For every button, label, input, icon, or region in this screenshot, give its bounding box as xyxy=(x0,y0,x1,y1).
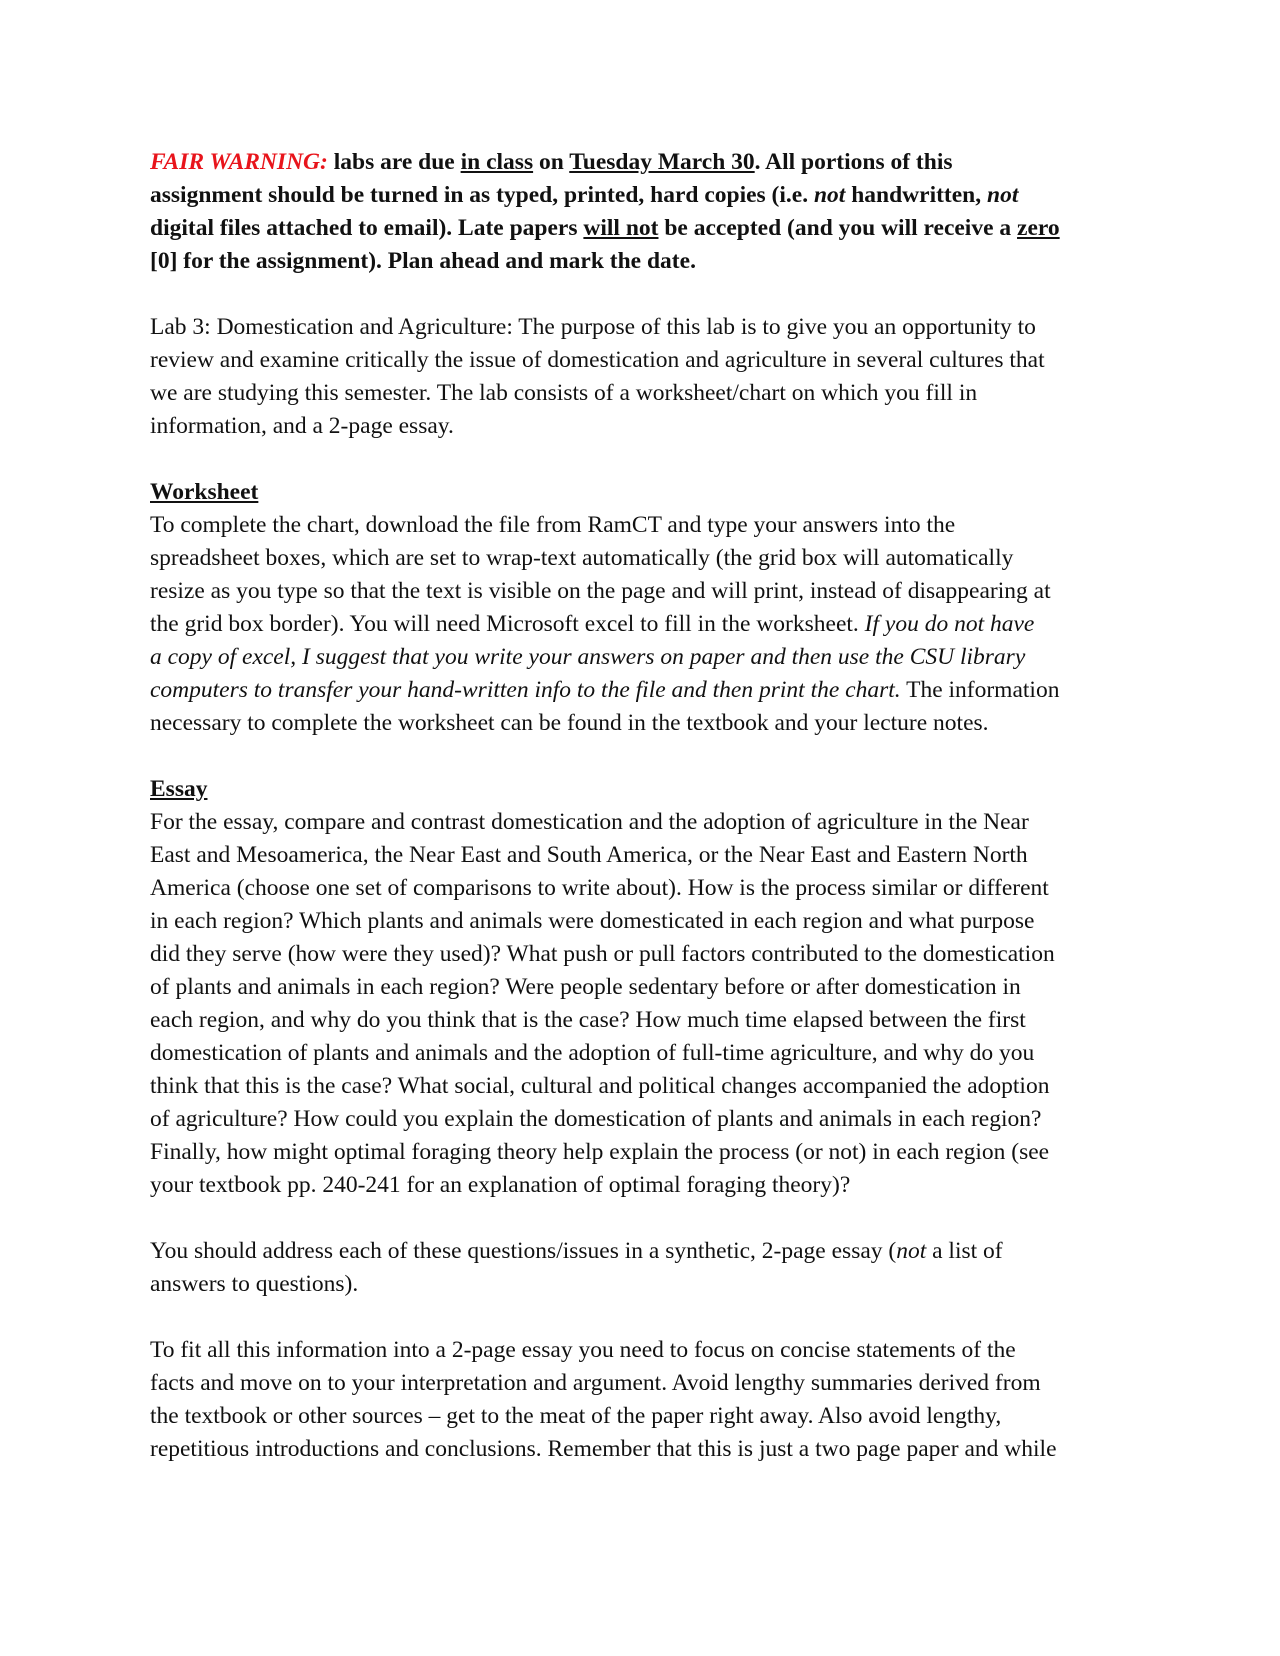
essay-fit-line: To fit all this information into a 2-page essay you need to focus on concise statements of the xyxy=(150,1337,1016,1363)
essay-text: a list of xyxy=(926,1238,1003,1264)
essay-line: America (choose one set of comparisons to write about). How is the process similar or different xyxy=(150,875,1049,901)
essay-line: of agriculture? How could you explain the domestication of plants and animals in each region? xyxy=(150,1106,1042,1132)
essay-line: East and Mesoamerica, the Near East and South America, or the Near East and Eastern North xyxy=(150,842,1028,868)
warning-text: on xyxy=(533,149,570,175)
essay-line: in each region? Which plants and animals were domesticated in each region and what purpose xyxy=(150,908,1035,934)
essay-fit-line: the textbook or other sources – get to the meat of the paper right away. Also avoid lengthy, xyxy=(150,1403,1002,1429)
essay-line: did they serve (how were they used)? What push or pull factors contributed to the domestication xyxy=(150,941,1055,967)
warning-due-date: Tuesday March 30 xyxy=(569,149,755,175)
essay-line: your textbook pp. 240-241 for an explanation of optimal foraging theory)? xyxy=(150,1172,851,1198)
warning-text: labs are due xyxy=(327,149,461,175)
worksheet-line: necessary to complete the worksheet can be found in the textbook and your lecture notes. xyxy=(150,710,989,736)
essay-line: of plants and animals in each region? Were people sedentary before or after domestication in xyxy=(150,974,1021,1000)
worksheet-heading: Worksheet xyxy=(150,479,259,505)
warning-will-not: will not xyxy=(583,215,659,241)
essay-text: You should address each of these questions/issues in a synthetic, 2-page essay ( xyxy=(150,1238,897,1264)
warning-line-4: [0] for the assignment). Plan ahead and mark the date. xyxy=(150,248,696,274)
warning-label: FAIR WARNING: xyxy=(150,149,328,175)
worksheet-text: the grid box border). You will need Microsoft excel to fill in the worksheet. xyxy=(150,611,865,637)
essay-line: think that this is the case? What social, cultural and political changes accompanied the adoption xyxy=(150,1073,1050,1099)
essay-not: not xyxy=(896,1238,927,1264)
essay-fit-line: facts and move on to your interpretation and argument. Avoid lengthy summaries derived from xyxy=(150,1370,1041,1396)
warning-line-1 xyxy=(150,146,1150,179)
warning-text: digital files attached to email). Late papers xyxy=(150,215,584,241)
warning-line-3 xyxy=(150,212,1150,245)
warning-text: . All portions of this xyxy=(754,149,953,175)
spacer xyxy=(150,740,1150,773)
essay-heading: Essay xyxy=(150,776,208,802)
essay-line: For the essay, compare and contrast domestication and the adoption of agriculture in the Near xyxy=(150,809,1029,835)
spacer xyxy=(150,1202,1150,1235)
essay-line: Finally, how might optimal foraging theory help explain the process (or not) in each region (see xyxy=(150,1139,1050,1165)
worksheet-line: resize as you type so that the text is visible on the page and will print, instead of disappearing at xyxy=(150,578,1051,604)
worksheet-line xyxy=(150,608,1150,641)
warning-in-class: in class xyxy=(460,149,534,175)
warning-not: not xyxy=(987,182,1019,208)
warning-text: be accepted (and you will receive a xyxy=(658,215,1018,241)
spacer xyxy=(150,1301,1150,1334)
warning-text: handwritten, xyxy=(845,182,987,208)
essay-line: domestication of plants and animals and the adoption of full-time agriculture, and why do you xyxy=(150,1040,1035,1066)
worksheet-section xyxy=(150,476,1150,740)
worksheet-line: spreadsheet boxes, which are set to wrap-text automatically (the grid box will automatically xyxy=(150,545,1014,571)
warning-text: assignment should be turned in as typed, printed, hard copies (i.e. xyxy=(150,182,814,208)
spacer xyxy=(150,278,1150,311)
warning-not: not xyxy=(813,182,846,208)
essay-section xyxy=(150,773,1150,1466)
warning-line-2 xyxy=(150,179,1150,212)
essay-address-line xyxy=(150,1235,1150,1268)
worksheet-italic-text: If you do not have xyxy=(864,611,1035,637)
essay-line: each region, and why do you think that is the case? How much time elapsed between the first xyxy=(150,1007,1026,1033)
essay-address-line: answers to questions). xyxy=(150,1271,359,1297)
warning-paragraph xyxy=(150,146,1150,278)
document-page xyxy=(150,146,1150,1466)
worksheet-line xyxy=(150,674,1150,707)
worksheet-line: a copy of excel, I suggest that you write your answers on paper and then use the CSU library xyxy=(150,644,1026,670)
intro-line: information, and a 2-page essay. xyxy=(150,413,454,439)
intro-line: review and examine critically the issue of domestication and agriculture in several cultures that xyxy=(150,347,1045,373)
worksheet-italic-text: computers to transfer your hand-written info to the file and then print the chart. xyxy=(150,677,901,703)
worksheet-line: To complete the chart, download the file from RamCT and type your answers into the xyxy=(150,512,956,538)
essay-fit-line: repetitious introductions and conclusions. Remember that this is just a two page paper and while xyxy=(150,1436,1057,1462)
spacer xyxy=(150,443,1150,476)
intro-line: we are studying this semester. The lab consists of a worksheet/chart on which you fill in xyxy=(150,380,978,406)
worksheet-text: The information xyxy=(900,677,1060,703)
intro-paragraph xyxy=(150,311,1150,443)
intro-line: Lab 3: Domestication and Agriculture: The purpose of this lab is to give you an opportunity to xyxy=(150,314,1036,340)
warning-zero: zero xyxy=(1017,215,1060,241)
